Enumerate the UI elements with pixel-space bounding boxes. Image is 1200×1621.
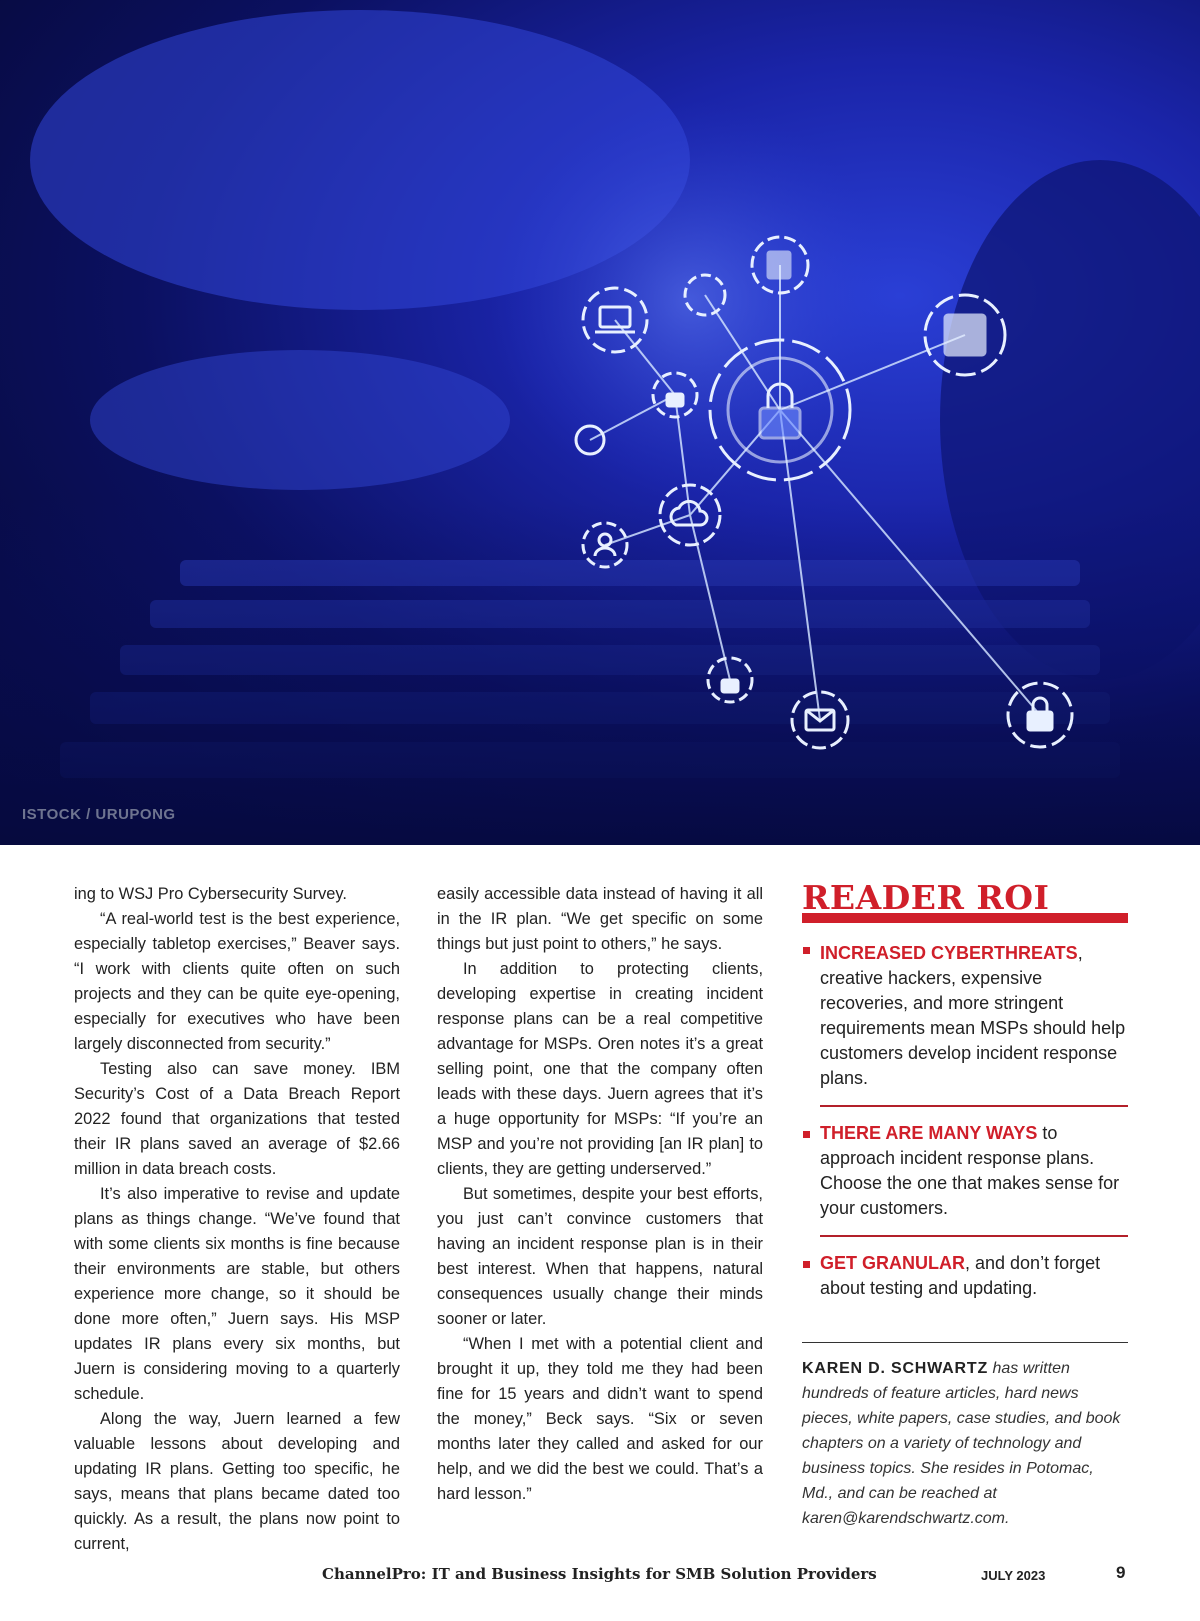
roi-item (802, 1107, 1128, 1235)
roi-text: , creative hackers, expensive recoveries, and more stringent requirements mean MSPs should help customers develop incident response plans. (820, 943, 1126, 1088)
article-column-1 (74, 882, 400, 1557)
paragraph: “When I met with a potential client and brought it up, they told me they had been fine for 15 years and didn’t want to spend the money,” Beck says. “Six or seven months later they called and asked for our help, and we did the best we could. That’s a hard lesson.” (437, 1335, 763, 1503)
roi-item (802, 1237, 1128, 1315)
page-number: 9 (1116, 1563, 1126, 1582)
bio-rule (802, 1342, 1128, 1343)
reader-roi-sidebar (802, 880, 1128, 1315)
sidebar-title: READER ROI (802, 878, 1050, 917)
issue-date: JULY 2023 (981, 1568, 1046, 1583)
paragraph: “A real-world test is the best experience, especially tabletop exercises,” Beaver says. “I work with clients quite often on such projects and they can be quite eye-opening, especially for executives who have been largely disconnected from security.” (74, 910, 400, 1053)
paragraph: ing to WSJ Pro Cybersecurity Survey. (74, 885, 347, 903)
roi-text: to approach incident response plans. Choose the one that makes sense for your customers. (820, 1123, 1120, 1218)
finger-shape (90, 350, 510, 490)
roi-keyword: INCREASED CYBERTHREATS (820, 943, 1078, 963)
roi-item (802, 923, 1128, 1105)
paragraph: Testing also can save money. IBM Security’s Cost of a Data Breach Report 2022 found that organizations that tested their IR plans saved an average of $2.66 million in data breach costs. (74, 1060, 400, 1178)
paragraph: In addition to protecting clients, developing expertise in creating incident response plans can be a real competitive advantage for MSPs. Oren notes it’s a great selling point, one that the company often leads with these days. Juern agrees that it’s a huge opportunity for MSPs: “If you’re an MSP and you’re not providing [an IR plan] to clients, they are getting underserved.” (437, 960, 763, 1178)
bullet-icon (803, 1261, 810, 1268)
paragraph: But sometimes, despite your best efforts, you just can’t convince customers that having an incident response plan is in their best interest. When that happens, natural consequences usually change their minds sooner or later. (437, 1185, 763, 1328)
roi-keyword: THERE ARE MANY WAYS (820, 1123, 1038, 1143)
bullet-icon (803, 947, 810, 954)
bio-text: has written hundreds of feature articles, hard news pieces, white papers, case studies, and book chapters on a variety of technology and business topics. She resides in Potomac, Md., and can be reached at karen@karendschwartz.com. (802, 1360, 1121, 1527)
roi-text: , and don’t forget about testing and updating. (820, 1253, 1101, 1298)
author-name: KAREN D. SCHWARTZ (802, 1360, 989, 1377)
paragraph: It’s also imperative to revise and update plans as things change. “We’ve found that with some clients six months is fine because their environments are stable, but others experience more change, so it should be done more often,” Juern says. His MSP updates IR plans every six months, but Juern is considering moving to a quarterly schedule. (74, 1185, 400, 1403)
roi-keyword: GET GRANULAR (820, 1253, 965, 1273)
bullet-icon (803, 1131, 810, 1138)
photo-credit: ISTOCK / URUPONG (22, 806, 176, 823)
publication-title: ChannelPro: IT and Business Insights for SMB Solution Providers (322, 1565, 877, 1583)
author-bio (802, 1356, 1128, 1531)
article-column-2 (437, 882, 763, 1507)
paragraph: Along the way, Juern learned a few valuable lessons about developing and updating IR plans. Getting too specific, he says, means that plans became dated too quickly. As a result, the plans now point to current, (74, 1410, 400, 1553)
paragraph: easily accessible data instead of having it all in the IR plan. “We get specific on some things but just point to others,” he says. (437, 885, 763, 953)
